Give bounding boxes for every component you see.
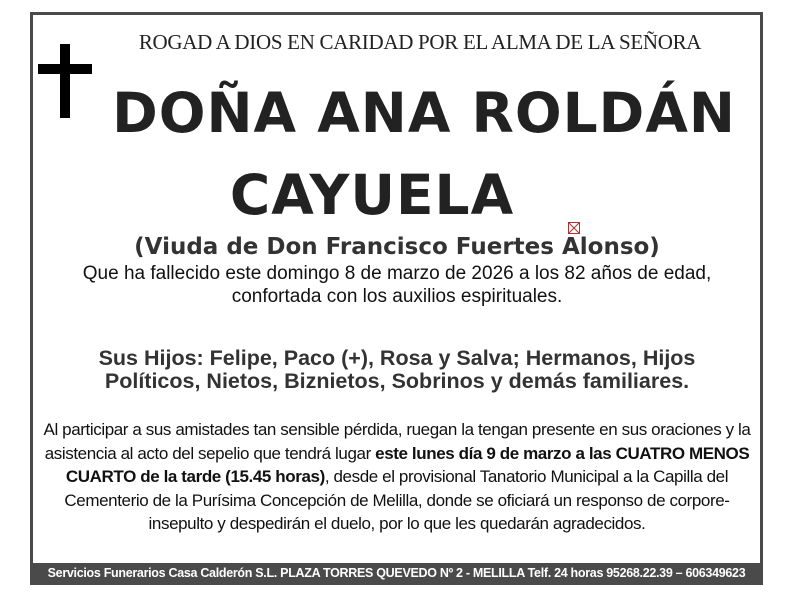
funeral-time: este lunes día 9 de marzo a las CUATRO MENOS CUARTO de la tarde (15.45 horas)	[65, 443, 750, 486]
death-notice: Que ha fallecido este domingo 8 de marzo de 2026 a los 82 años de edad, confortada con los auxilios espirituales.	[82, 263, 712, 307]
broken-image-icon	[568, 222, 580, 234]
funeral-intro: Al participar a sus amistades tan sensible pérdida, ruegan la tengan presente en sus oraciones y la asistencia al acto del sepelio que tendrá lugar	[43, 420, 751, 463]
prayer-heading: ROGAD A DIOS EN CARIDAD POR EL ALMA DE LA SEÑORA	[138, 30, 702, 54]
funeral-details	[40, 418, 754, 536]
funeral-home-footer: Servicios Funerarios Casa Calderón S.L. PLAZA TORRES QUEVEDO Nº 2 - MELILLA Telf. 24 horas 95268.22.39 – 606349623	[33, 563, 760, 583]
family-list: Sus Hijos: Felipe, Paco (+), Rosa y Salva; Hermanos, Hijos Políticos, Nietos, Biznietos, Sobrinos y demás familiares.	[98, 346, 696, 393]
deceased-name-line2: CAYUELA	[229, 163, 515, 227]
deceased-name-line1: DOÑA ANA ROLDÁN	[112, 81, 736, 145]
funeral-rest: , desde el provisional Tanatorio Municipal a la Capilla del Cementerio de la Purísima Concepción de Melilla, donde se oficiará un responso de corpore-insepulto y despedirán el duelo, por lo que les quedarán agradecidos.	[64, 467, 730, 533]
widow-of-line: (Viuda de Don Francisco Fuertes Alonso)	[134, 234, 660, 260]
